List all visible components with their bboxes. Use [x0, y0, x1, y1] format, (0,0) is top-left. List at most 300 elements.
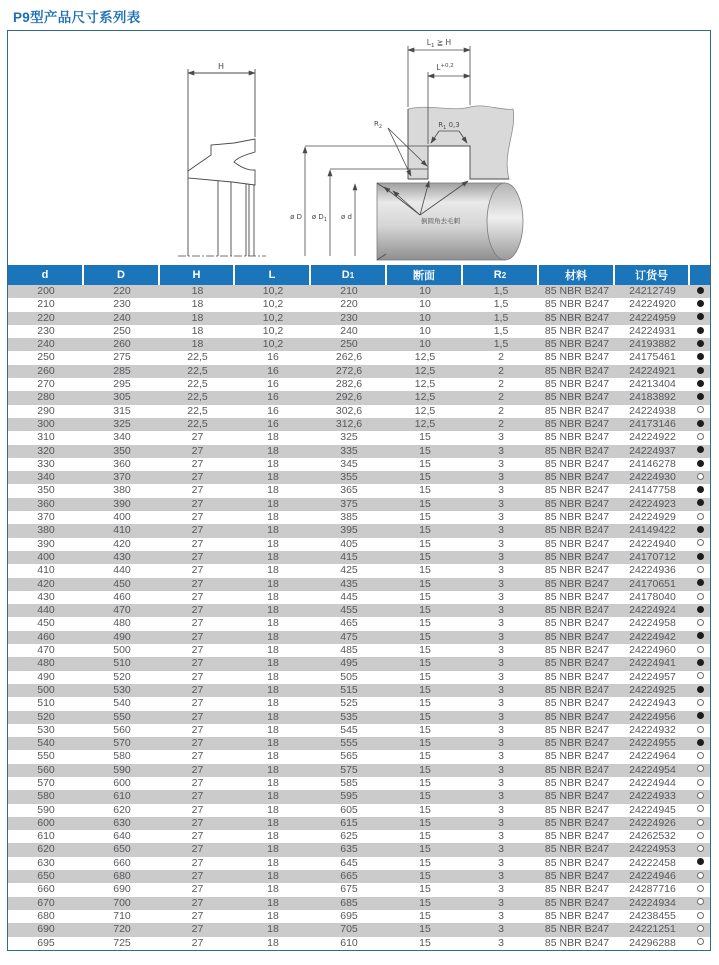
table-cell: 430 [113, 550, 131, 563]
table-cell: 85 NBR B247 [544, 537, 610, 550]
table-row [8, 498, 710, 511]
table-cell: 24224943 [629, 697, 676, 710]
column-header: D 1 [311, 265, 387, 285]
table-cell: 85 NBR B247 [544, 710, 610, 723]
table-cell: 615 [340, 816, 358, 829]
table-row [8, 870, 710, 883]
table-row [8, 923, 710, 936]
table-cell: 85 NBR B247 [544, 604, 610, 617]
table-cell: 18 [267, 683, 279, 696]
availability-dot [697, 367, 704, 374]
table-cell: 27 [191, 444, 204, 457]
table-cell: 210 [37, 298, 55, 311]
table-cell: 18 [267, 723, 279, 736]
table-cell: 15 [419, 564, 431, 577]
table-cell: 18 [267, 590, 279, 603]
table-cell: 350 [113, 444, 131, 457]
table-cell: 725 [113, 936, 131, 949]
table-cell: 365 [340, 484, 358, 497]
table-cell: 24173146 [629, 417, 676, 430]
table-cell: 27 [191, 737, 204, 750]
availability-cell [690, 418, 710, 431]
table-cell: 85 NBR B247 [544, 697, 610, 710]
table-cell: 520 [37, 710, 55, 723]
table-cell: 3 [498, 564, 504, 577]
table-cell: 15 [419, 630, 431, 643]
table-cell: 18 [191, 324, 204, 337]
table-cell: 250 [340, 338, 358, 351]
table-cell: 27 [191, 537, 204, 550]
table-cell: 2 [498, 391, 504, 404]
table-cell: 85 NBR B247 [544, 564, 610, 577]
table-cell: 15 [419, 431, 431, 444]
table-cell: 15 [419, 776, 431, 789]
table-row [8, 724, 710, 737]
table-cell: 15 [419, 856, 431, 869]
table-cell: 24224930 [629, 471, 676, 484]
table-cell: 24224936 [629, 564, 676, 577]
table-cell: 3 [498, 870, 504, 883]
table-cell: 385 [340, 511, 358, 524]
availability-cell [690, 524, 710, 537]
table-cell: 325 [340, 431, 358, 444]
table-cell: 24224946 [629, 870, 676, 883]
table-cell: 15 [419, 497, 431, 510]
table-cell: 85 NBR B247 [544, 936, 610, 949]
table-row [8, 551, 710, 564]
table-cell: 200 [37, 285, 55, 297]
table-row [8, 591, 710, 604]
table-cell: 22,5 [187, 364, 208, 377]
table-cell: 15 [419, 816, 431, 829]
availability-cell [690, 804, 710, 817]
table-cell: 18 [267, 550, 279, 563]
table-cell: 695 [340, 909, 358, 922]
table-row [8, 830, 710, 843]
table-cell: 250 [37, 351, 55, 364]
availability-dot [697, 606, 704, 613]
table-cell: 545 [340, 723, 358, 736]
table-cell: 460 [113, 590, 131, 603]
table-cell: 85 NBR B247 [544, 803, 610, 816]
table-cell: 720 [113, 923, 131, 936]
availability-dot [697, 925, 704, 932]
table-row [8, 857, 710, 870]
table-cell: 12,5 [414, 404, 436, 417]
availability-dot [697, 393, 704, 400]
availability-dot [697, 686, 704, 693]
table-cell: 15 [419, 790, 431, 803]
table-cell: 16 [267, 404, 279, 417]
table-row [8, 391, 710, 404]
table-cell: 85 NBR B247 [544, 617, 610, 630]
table-cell: 18 [267, 484, 279, 497]
table-cell: 24170651 [629, 577, 676, 590]
table-cell: 27 [191, 843, 204, 856]
table-cell: 355 [340, 471, 358, 484]
table-cell: 15 [419, 670, 431, 683]
availability-dot [697, 420, 704, 427]
table-cell: 18 [267, 431, 279, 444]
table-row [8, 445, 710, 458]
table-cell: 24175461 [629, 351, 676, 364]
table-cell: 530 [37, 723, 55, 736]
table-cell: 15 [419, 870, 431, 883]
table-cell: 85 NBR B247 [544, 391, 610, 404]
table-cell: 24224958 [629, 617, 676, 630]
table-cell: 260 [37, 364, 55, 377]
table-cell: 15 [419, 657, 431, 670]
table-row [8, 471, 710, 484]
table-cell: 27 [191, 644, 204, 657]
table-cell: 85 NBR B247 [544, 298, 610, 311]
page-title: P9型产品尺寸系列表 [13, 10, 141, 25]
table-cell: 15 [419, 683, 431, 696]
table-cell: 490 [37, 670, 55, 683]
table-cell: 85 NBR B247 [544, 923, 610, 936]
table-cell: 27 [191, 923, 204, 936]
availability-cell [690, 790, 710, 803]
table-cell: 85 NBR B247 [544, 378, 610, 391]
availability-dot [697, 765, 704, 772]
availability-cell [690, 365, 710, 378]
table-cell: 27 [191, 936, 204, 949]
table-cell: 660 [113, 856, 131, 869]
table-cell: 18 [267, 737, 279, 750]
table-cell: 315 [113, 404, 131, 417]
table-cell: 18 [267, 816, 279, 829]
table-row [8, 511, 710, 524]
availability-cell [690, 431, 710, 444]
table-cell: 380 [113, 484, 131, 497]
table-cell: 680 [113, 870, 131, 883]
table-cell: 15 [419, 750, 431, 763]
availability-dot [697, 406, 704, 413]
table-cell: 240 [340, 324, 358, 337]
deburr-note: 倒圆角去毛刺 [421, 217, 460, 225]
table-cell: 16 [267, 417, 279, 430]
table-cell: 85 NBR B247 [544, 670, 610, 683]
availability-cell [690, 870, 710, 883]
table-cell: 27 [191, 750, 204, 763]
table-cell: 610 [340, 936, 358, 949]
column-header: H [160, 265, 235, 285]
table-cell: 515 [340, 683, 358, 696]
table-cell: 15 [419, 444, 431, 457]
table-cell: 24224923 [629, 497, 676, 510]
table-cell: 455 [340, 604, 358, 617]
table-row [8, 697, 710, 710]
table-cell: 15 [419, 644, 431, 657]
table-cell: 15 [419, 830, 431, 843]
table-cell: 495 [340, 657, 358, 670]
table-cell: 560 [37, 763, 55, 776]
table-cell: 282,6 [335, 378, 363, 391]
table-cell: 1,5 [493, 324, 509, 337]
table-cell: 85 NBR B247 [544, 763, 610, 776]
table-cell: 250 [113, 324, 131, 337]
dim-l-label: $L^{+0,2}$ [436, 63, 454, 72]
table-cell: 1,5 [493, 285, 509, 297]
table-cell: 27 [191, 883, 204, 896]
table-cell: 3 [498, 936, 504, 949]
table-cell: 24262532 [629, 830, 676, 843]
table-cell: 450 [37, 617, 55, 630]
table-cell: 620 [37, 843, 55, 856]
table-cell: 24224953 [629, 843, 676, 856]
table-cell: 18 [191, 338, 204, 351]
table-cell: 275 [113, 351, 131, 364]
table-cell: 15 [419, 723, 431, 736]
table-row [8, 325, 710, 338]
table-cell: 3 [498, 803, 504, 816]
table-cell: 262,6 [335, 351, 363, 364]
availability-cell [690, 338, 710, 351]
table-cell: 85 NBR B247 [544, 644, 610, 657]
table-row [8, 338, 710, 351]
availability-dot [697, 433, 704, 440]
availability-cell [690, 511, 710, 524]
table-cell: 10 [419, 338, 431, 351]
availability-cell [690, 325, 710, 338]
table-cell: 475 [340, 630, 358, 643]
availability-dot [697, 646, 704, 653]
table-cell: 605 [340, 803, 358, 816]
table-cell: 3 [498, 617, 504, 630]
table-row [8, 817, 710, 830]
table-cell: 85 NBR B247 [544, 351, 610, 364]
table-row [8, 365, 710, 378]
availability-cell [690, 644, 710, 657]
table-cell: 340 [113, 431, 131, 444]
table-cell: 24224944 [629, 776, 676, 789]
table-cell: 12,5 [414, 417, 436, 430]
availability-cell [690, 937, 710, 950]
table-cell: 10,2 [262, 285, 284, 297]
availability-dot [697, 792, 704, 799]
availability-dot [697, 885, 704, 892]
table-cell: 555 [340, 737, 358, 750]
table-cell: 500 [37, 683, 55, 696]
table-cell: 670 [37, 896, 55, 909]
table-row [8, 657, 710, 670]
table-cell: 345 [340, 457, 358, 470]
table-cell: 24213404 [629, 378, 676, 391]
table-cell: 415 [340, 550, 358, 563]
availability-cell [690, 684, 710, 697]
availability-cell [690, 697, 710, 710]
table-cell: 550 [113, 710, 131, 723]
availability-dot [697, 460, 704, 467]
table-cell: 400 [113, 511, 131, 524]
table-cell: 27 [191, 776, 204, 789]
table-cell: 85 NBR B247 [544, 843, 610, 856]
table-cell: 440 [113, 564, 131, 577]
table-cell: 24224942 [629, 630, 676, 643]
dimension-table [8, 265, 710, 950]
table-cell: 420 [113, 537, 131, 550]
table-cell: 18 [267, 750, 279, 763]
table-cell: 85 NBR B247 [544, 776, 610, 789]
availability-dot [697, 832, 704, 839]
table-row [8, 910, 710, 923]
table-row [8, 790, 710, 803]
table-cell: 700 [113, 896, 131, 909]
table-cell: 85 NBR B247 [544, 816, 610, 829]
table-cell: 22,5 [187, 404, 208, 417]
availability-cell [690, 910, 710, 923]
table-cell: 24224940 [629, 537, 676, 550]
table-row [8, 538, 710, 551]
availability-dot [697, 566, 704, 573]
table-cell: 18 [267, 577, 279, 590]
table-cell: 85 NBR B247 [544, 484, 610, 497]
table-cell: 24224964 [629, 750, 676, 763]
table-cell: 12,5 [414, 351, 436, 364]
table-cell: 85 NBR B247 [544, 737, 610, 750]
table-cell: 410 [37, 564, 55, 577]
table-cell: 3 [498, 471, 504, 484]
availability-dot [697, 513, 704, 520]
table-cell: 480 [113, 617, 131, 630]
availability-cell [690, 617, 710, 630]
table-row [8, 378, 710, 391]
table-cell: 3 [498, 909, 504, 922]
table-row [8, 684, 710, 697]
table-cell: 3 [498, 750, 504, 763]
table-cell: 85 NBR B247 [544, 577, 610, 590]
table-cell: 410 [113, 524, 131, 537]
table-cell: 27 [191, 856, 204, 869]
table-cell: 3 [498, 644, 504, 657]
table-cell: 85 NBR B247 [544, 896, 610, 909]
table-cell: 85 NBR B247 [544, 657, 610, 670]
table-cell: 85 NBR B247 [544, 444, 610, 457]
dim-r1-label: $R_1$ 0,3 [438, 121, 460, 131]
table-row [8, 777, 710, 790]
table-cell: 570 [113, 737, 131, 750]
table-cell: 580 [113, 750, 131, 763]
table-cell: 3 [498, 683, 504, 696]
table-cell: 27 [191, 683, 204, 696]
table-cell: 590 [113, 763, 131, 776]
availability-cell [690, 312, 710, 325]
availability-cell [690, 830, 710, 843]
availability-dot [697, 912, 704, 919]
availability-dot [697, 313, 704, 320]
table-cell: 85 NBR B247 [544, 750, 610, 763]
table-cell: 27 [191, 604, 204, 617]
table-cell: 15 [419, 896, 431, 909]
table-cell: 500 [113, 644, 131, 657]
table-row [8, 804, 710, 817]
table-cell: 27 [191, 524, 204, 537]
table-cell: 440 [37, 604, 55, 617]
availability-cell [690, 298, 710, 311]
table-cell: 350 [37, 484, 55, 497]
table-cell: 85 NBR B247 [544, 856, 610, 869]
table-cell: 15 [419, 457, 431, 470]
table-cell: 3 [498, 577, 504, 590]
table-cell: 27 [191, 577, 204, 590]
table-cell: 600 [37, 816, 55, 829]
table-cell: 85 NBR B247 [544, 404, 610, 417]
table-cell: 375 [340, 497, 358, 510]
table-cell: 595 [340, 790, 358, 803]
table-cell: 18 [267, 444, 279, 457]
table-cell: 24224955 [629, 737, 676, 750]
table-cell: 24146278 [629, 457, 676, 470]
table-cell: 15 [419, 617, 431, 630]
availability-dot [697, 340, 704, 347]
table-cell: 27 [191, 630, 204, 643]
table-cell: 3 [498, 843, 504, 856]
table-cell: 24224926 [629, 816, 676, 829]
table-cell: 24224945 [629, 803, 676, 816]
table-cell: 650 [37, 870, 55, 883]
table-cell: 22,5 [187, 378, 208, 391]
availability-cell [690, 445, 710, 458]
content-box [7, 30, 711, 951]
table-cell: 520 [113, 670, 131, 683]
table-cell: 540 [37, 737, 55, 750]
availability-cell [690, 843, 710, 856]
table-cell: 10,2 [262, 324, 284, 337]
table-cell: 360 [37, 497, 55, 510]
table-row [8, 764, 710, 777]
table-cell: 395 [340, 524, 358, 537]
availability-cell [690, 578, 710, 591]
table-cell: 580 [37, 790, 55, 803]
table-row [8, 644, 710, 657]
table-cell: 485 [340, 644, 358, 657]
table-cell: 24224938 [629, 404, 676, 417]
availability-dot [697, 300, 704, 307]
table-row [8, 843, 710, 856]
table-row [8, 285, 710, 298]
table-cell: 370 [37, 511, 55, 524]
table-row [8, 937, 710, 950]
table-cell: 18 [267, 644, 279, 657]
table-cell: 27 [191, 590, 204, 603]
table-cell: 12,5 [414, 378, 436, 391]
availability-dot [697, 327, 704, 334]
table-cell: 665 [340, 870, 358, 883]
table-cell: 680 [37, 909, 55, 922]
table-cell: 3 [498, 710, 504, 723]
table-cell: 370 [113, 471, 131, 484]
column-header: 订货号 [615, 265, 690, 285]
table-cell: 230 [113, 298, 131, 311]
table-cell: 220 [37, 311, 55, 324]
table-cell: 660 [37, 883, 55, 896]
table-cell: 18 [191, 311, 204, 324]
availability-dot [697, 499, 704, 506]
table-cell: 305 [113, 391, 131, 404]
table-cell: 27 [191, 431, 204, 444]
table-cell: 3 [498, 723, 504, 736]
table-cell: 640 [113, 830, 131, 843]
table-row [8, 312, 710, 325]
availability-cell [690, 285, 710, 298]
seal-profile [178, 69, 266, 256]
table-cell: 18 [267, 471, 279, 484]
table-cell: 24224941 [629, 657, 676, 670]
table-cell: 15 [419, 471, 431, 484]
table-cell: 420 [37, 577, 55, 590]
availability-cell [690, 551, 710, 564]
table-cell: 650 [113, 843, 131, 856]
